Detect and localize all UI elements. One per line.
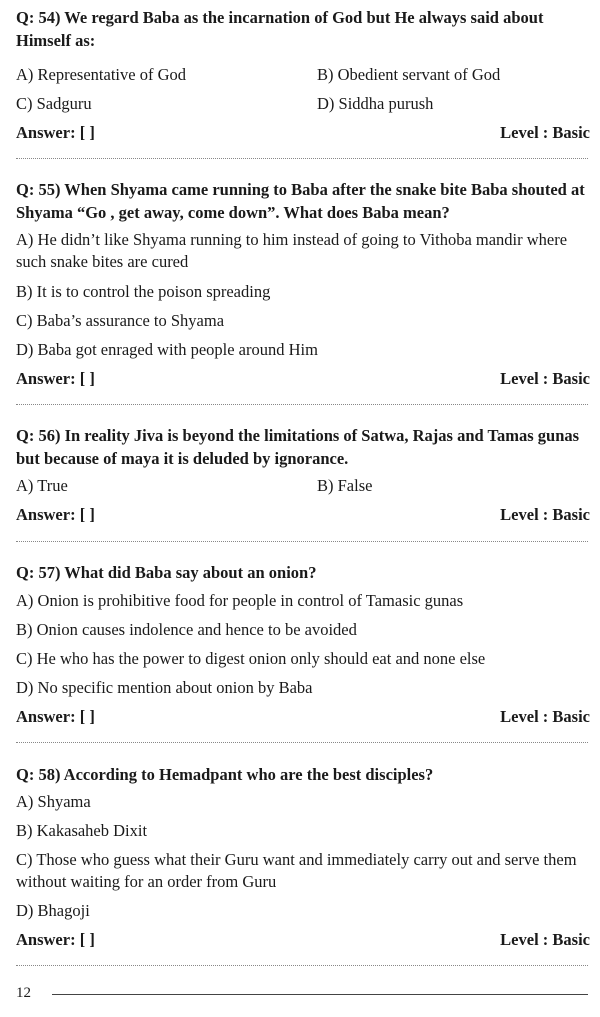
option-d: D) Bhagoji <box>16 901 90 920</box>
question-57 <box>16 561 590 731</box>
page-number: 12 <box>16 985 31 1001</box>
question-58 <box>16 763 590 963</box>
level-label: Level : Basic <box>500 707 590 726</box>
option-a: A) Representative of God <box>16 65 186 84</box>
option-b: B) False <box>317 476 373 495</box>
option-a: A) Onion is prohibitive food for people in control of Tamasic gunas <box>16 591 464 610</box>
separator <box>16 742 588 743</box>
option-b: B) It is to control the poison spreading <box>16 282 271 301</box>
answer-label: Answer: [ ] <box>16 505 95 524</box>
answer-label: Answer: [ ] <box>16 123 95 142</box>
answer-label: Answer: [ ] <box>16 707 95 726</box>
separator <box>16 404 588 405</box>
level-label: Level : Basic <box>500 930 590 949</box>
option-a: A) He didn’t like Shyama running to him instead of going to Vithoba mandir where such snake bites are cured <box>16 230 568 271</box>
option-d: D) Siddha purush <box>317 94 434 113</box>
level-label: Level : Basic <box>500 505 590 524</box>
question-title: Q: 57) What did Baba say about an onion? <box>16 563 317 582</box>
question-54 <box>16 6 590 156</box>
option-c: C) Those who guess what their Guru want and immediately carry out and serve them without waiting for an order from Guru <box>16 850 577 891</box>
option-c: C) He who has the power to digest onion only should eat and none else <box>16 649 486 668</box>
answer-label: Answer: [ ] <box>16 930 95 949</box>
option-d: D) Baba got enraged with people around Him <box>16 340 318 359</box>
option-d: D) No specific mention about onion by Baba <box>16 678 313 697</box>
option-c: C) Sadguru <box>16 94 92 113</box>
level-label: Level : Basic <box>500 123 590 142</box>
option-a: A) Shyama <box>16 792 91 811</box>
footer-rule <box>52 994 588 995</box>
option-b: B) Onion causes indolence and hence to be avoided <box>16 620 357 639</box>
question-title: Q: 58) According to Hemadpant who are the best disciples? <box>16 765 434 784</box>
option-b: B) Obedient servant of God <box>317 65 501 84</box>
question-title: Q: 54) We regard Baba as the incarnation of God but He always said about Himself as: <box>16 8 544 50</box>
question-title: Q: 55) When Shyama came running to Baba after the snake bite Baba shouted at Shyama “Go , get away, come down”. What does Baba mean? <box>16 180 585 222</box>
separator <box>16 541 588 542</box>
option-c: C) Baba’s assurance to Shyama <box>16 311 225 330</box>
question-56 <box>16 424 590 534</box>
separator <box>16 158 588 159</box>
option-b: B) Kakasaheb Dixit <box>16 821 148 840</box>
answer-label: Answer: [ ] <box>16 369 95 388</box>
separator <box>16 965 588 966</box>
question-55 <box>16 178 590 398</box>
option-a: A) True <box>16 476 68 495</box>
level-label: Level : Basic <box>500 369 590 388</box>
question-title: Q: 56) In reality Jiva is beyond the limitations of Satwa, Rajas and Tamas gunas but because of maya it is deluded by ignorance. <box>16 426 580 468</box>
